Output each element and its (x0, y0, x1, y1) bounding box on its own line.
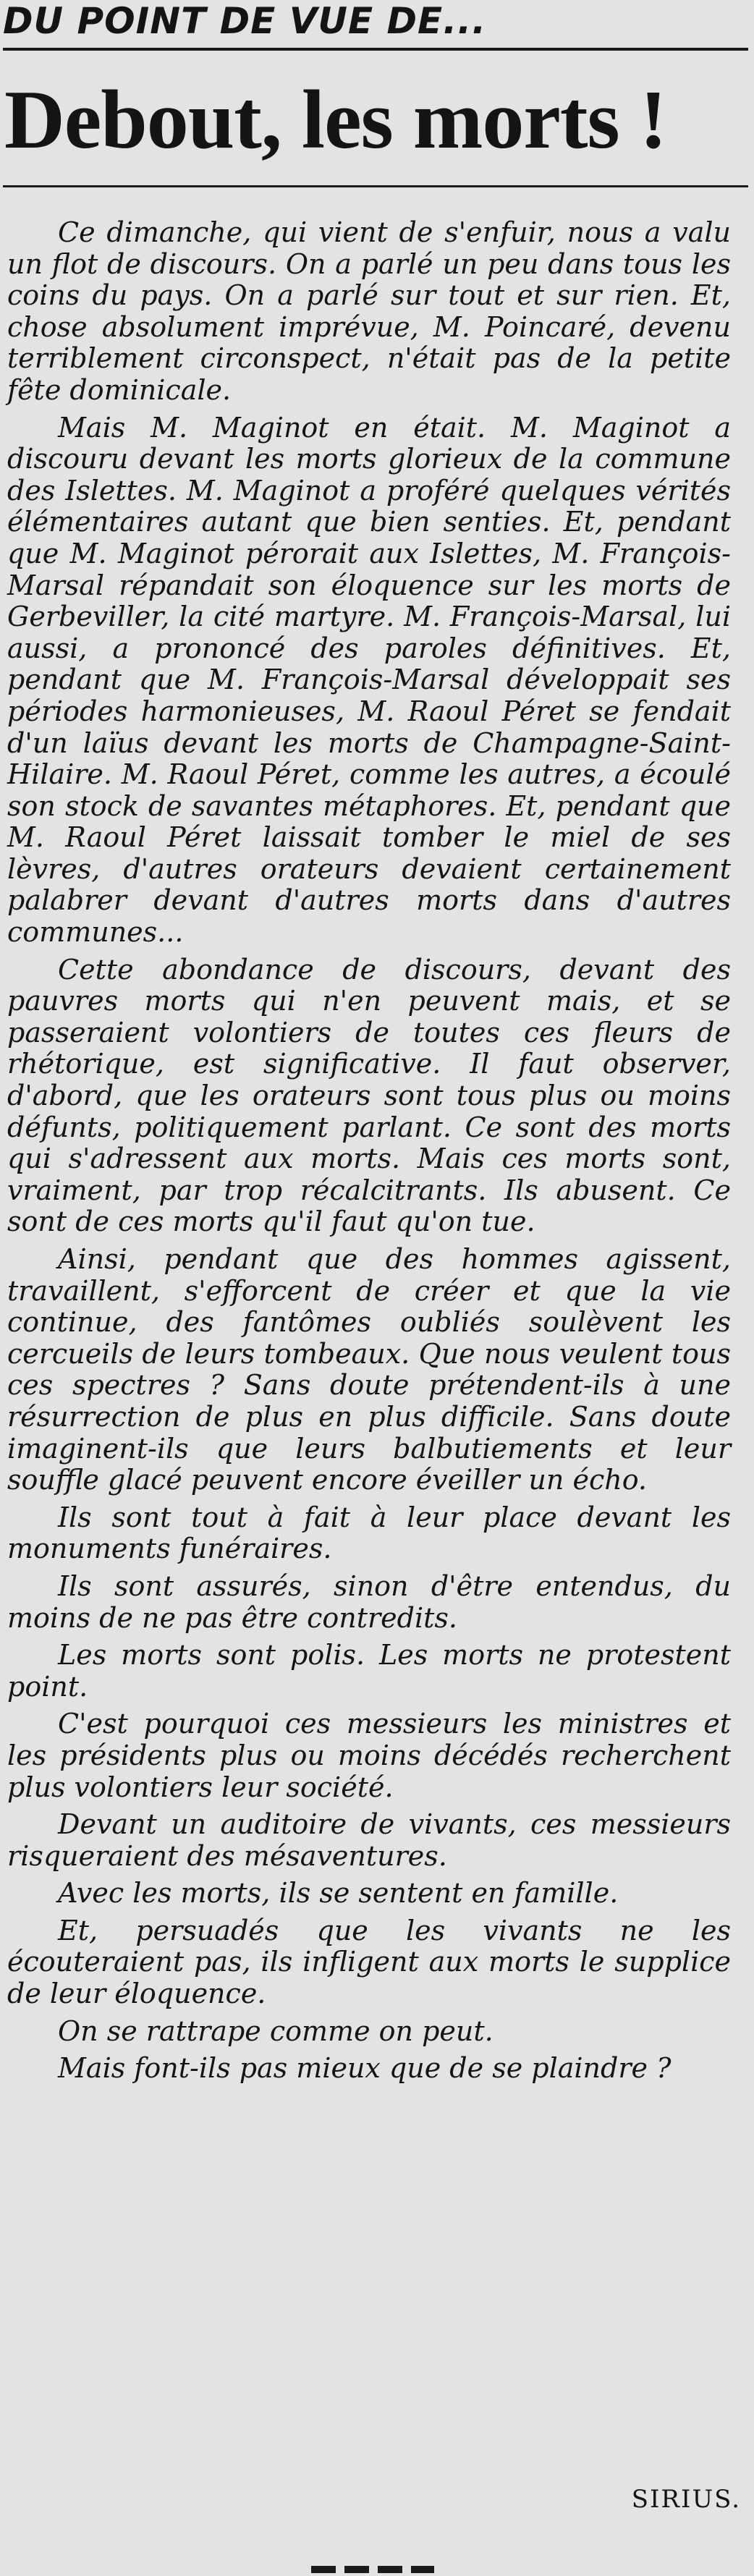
article-paragraph: Ce dimanche, qui vient de s'enfuir, nous a valu un flot de discours. On a parlé un peu dans tous les coins du pays. On a parlé sur tout et sur rien. Et, chose absolument imprévue, M. Poincaré, devenu terriblement circonspect, n'était pas de la petite fête dominicale. (7, 216, 731, 406)
article-paragraph: Ainsi, pendant que des hommes agissent, travaillent, s'efforcent de créer et que la vie continue, des fantômes oubliés soulèvent les cercueils de leurs tombeaux. Que nous veulent tous ces spectres ? Sans doute prétendent-ils à une résurrection de plus en plus difficile. Sans doute imaginent-ils que leurs balbutiements et leur souffle glacé peuvent encore éveiller un écho. (7, 1243, 731, 1496)
article-paragraph: Devant un auditoire de vivants, ces messieurs risqueraient des mésaventures. (7, 1808, 731, 1872)
article-paragraph: Et, persuadés que les vivants ne les écouteraient pas, ils infligent aux morts le supplice de leur éloquence. (7, 1914, 731, 2010)
article-paragraph: Ils sont tout à fait à leur place devant les monuments funéraires. (7, 1501, 731, 1565)
closing-dash-rule (311, 2566, 434, 2573)
article-paragraph: Les morts sont polis. Les morts ne protestent point. (7, 1639, 731, 1703)
article-paragraph: Mais font-ils pas mieux que de se plaindre ? (58, 2052, 672, 2085)
top-divider (3, 48, 748, 51)
article-paragraph: Cette abondance de discours, devant des pauvres morts qui n'en peuvent mais, et se passeraient volontiers de toutes ces fleurs de rhétorique, est significative. Il faut observer, d'abord, que les orateurs sont tous plus ou moins défunts, politiquement parlant. Ce sont des morts qui s'adressent aux morts. Mais ces morts sont, vraiment, par trop récalcitrants. Ils abusent. Ce sont de ces morts qu'il faut qu'on tue. (7, 953, 731, 1238)
article-paragraph: Mais M. Maginot en était. M. Maginot a discouru devant les morts glorieux de la commune des Islettes. M. Maginot a proféré quelques vérités élémentaires autant que bien senties. Et, pendant que M. Maginot pérorait aux Islettes, M. François-Marsal répandait son éloquence sur les morts de Gerbeviller, la cité martyre. M. François-Marsal, lui aussi, a prononcé des paroles définitives. Et, pendant que M. François-Marsal développait ses périodes harmonieuses, M. Raoul Péret se fendait d'un laïus devant les morts de Champagne-Saint-Hilaire. M. Raoul Péret, comme les autres, a écoulé son stock de savantes métaphores. Et, pendant que M. Raoul Péret laissait tomber le miel de ses lèvres, d'autres orateurs devaient certainement palabrer devant d'autres morts dans d'autres communes... (7, 411, 731, 949)
author-signature: SIRIUS. (631, 2485, 741, 2514)
article-paragraph: Avec les morts, ils se sentent en famille. (58, 1877, 619, 1910)
article-paragraph: Ils sont assurés, sinon d'être entendus, du moins de ne pas être contredits. (7, 1569, 731, 1634)
headline-divider (3, 185, 748, 187)
article-headline: Debout, les morts ! (4, 74, 667, 166)
section-kicker: DU POINT DE VUE DE... (3, 0, 487, 42)
article-paragraph: On se rattrape comme on peut. (58, 2014, 494, 2047)
article-paragraph: C'est pourquoi ces messieurs les ministres et les présidents plus ou moins décédés recherchent plus volontiers leur société. (7, 1708, 731, 1803)
article-body (7, 217, 731, 2090)
